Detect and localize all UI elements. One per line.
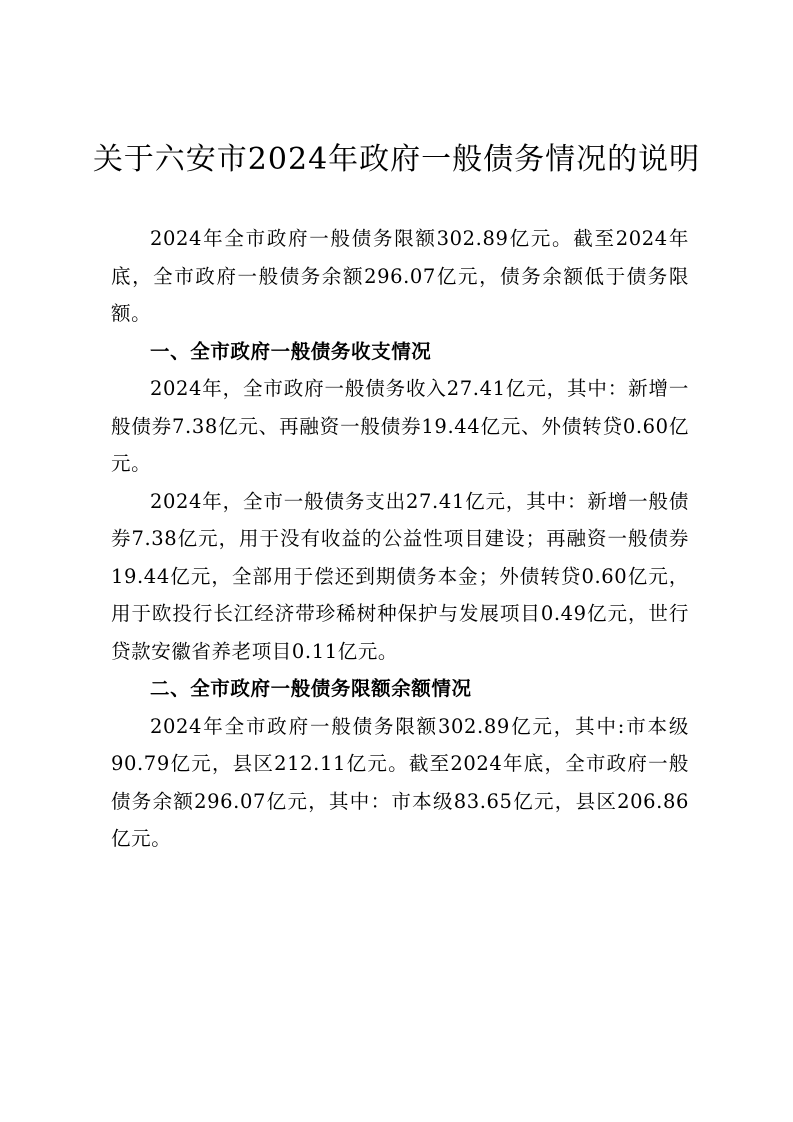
section-heading-income-expenditure: 一、全市政府一般债务收支情况 xyxy=(150,339,432,363)
intro-paragraph: 2024年全市政府一般债务限额302.89亿元。截至2024年底，全市政府一般债务余额296.07亿元，债务余额低于债务限额。 xyxy=(111,227,689,325)
section-limit-balance xyxy=(111,670,689,858)
section-income-expenditure xyxy=(111,333,689,671)
document-body xyxy=(111,220,689,858)
expenditure-paragraph: 2024年，全市一般债务支出27.41亿元，其中：新增一般债券7.38亿元，用于没有收益的公益性项目建设；再融资一般债券19.44亿元，全部用于偿还到期债务本金；外债转贷0.60亿元，用于欧投行长江经济带珍稀树种保护与发展项目0.49亿元，世行贷款安徽省养老项目0.11亿元。 xyxy=(111,489,689,663)
section-heading-limit-balance: 二、全市政府一般债务限额余额情况 xyxy=(150,677,472,700)
limit-balance-paragraph: 2024年全市政府一般债务限额302.89亿元，其中:市本级90.79亿元，县区212.11亿元。截至2024年底，全市政府一般债务余额296.07亿元，其中：市本级83.65亿元，县区206.86亿元。 xyxy=(111,714,689,850)
document-title: 关于六安市2024年政府一般债务情况的说明 xyxy=(92,142,701,177)
income-paragraph: 2024年，全市政府一般债务收入27.41亿元，其中：新增一般债券7.38亿元、再融资一般债券19.44亿元、外债转贷0.60亿元。 xyxy=(111,377,689,475)
